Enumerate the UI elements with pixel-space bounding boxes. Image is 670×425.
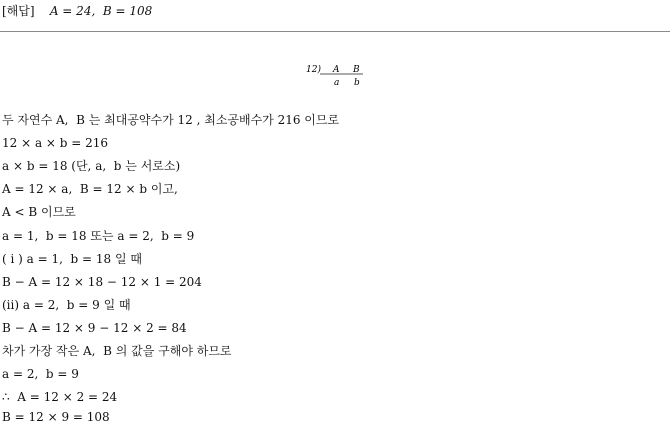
division-diagram [306, 63, 368, 89]
division-top-left: A [333, 65, 340, 75]
solution-line: a = 1, b = 18 또는 a = 2, b = 9 [2, 229, 195, 243]
division-diagram-graphic [306, 63, 368, 89]
solution-line: a = 2, b = 9 [2, 367, 79, 381]
solution-line: 12 × a × b = 216 [2, 136, 109, 150]
solution-line: B = 12 × 9 = 108 [2, 410, 110, 424]
solution-line: B − A = 12 × 9 − 12 × 2 = 84 [2, 321, 187, 335]
solution-line: (ii) a = 2, b = 9 일 때 [2, 298, 131, 312]
division-divisor: 12) [306, 65, 321, 75]
solution-line: ( i ) a = 1, b = 18 일 때 [2, 252, 143, 266]
solution-line: ∴ A = 12 × 2 = 24 [2, 390, 118, 404]
solution-line: B − A = 12 × 18 − 12 × 1 = 204 [2, 275, 202, 289]
solution-line: 차가 가장 작은 A, B 의 값을 구해야 하므로 [2, 344, 232, 358]
answer-values: A = 24, B = 108 [49, 4, 153, 18]
solution-line: A < B 이므로 [2, 205, 76, 219]
solution-line: 두 자연수 A, B 는 최대공약수가 12 , 최소공배수가 216 이므로 [2, 113, 340, 127]
solution-line: A = 12 × a, B = 12 × b 이고, [2, 182, 178, 196]
answer-header [2, 2, 152, 19]
header-divider [0, 31, 670, 32]
division-bottom-right: b [354, 78, 360, 88]
solution-line: a × b = 18 (단, a, b 는 서로소) [2, 159, 181, 173]
answer-label: [해답] [2, 4, 35, 18]
division-top-right: B [353, 65, 360, 75]
division-bottom-left: a [334, 78, 340, 88]
